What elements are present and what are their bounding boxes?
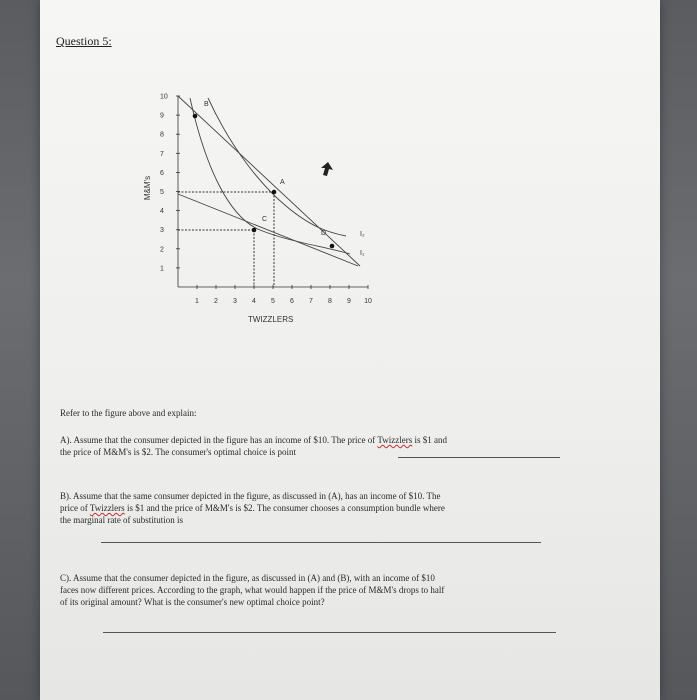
- point-b-label: B: [204, 101, 209, 108]
- cursor-arrow-icon: [321, 162, 333, 176]
- point-a-label: A: [280, 179, 285, 186]
- y-tick-label: 4: [160, 208, 164, 216]
- y-axis-ticks: [160, 94, 180, 273]
- part-a-line-1: A). Assume that the consumer depicted in the figure has an income of $10. The price of Twizzlers is $1 and: [60, 435, 447, 445]
- part-c-question: [60, 572, 560, 608]
- x-tick-label: 1: [195, 298, 199, 305]
- part-b-line-3: the marginal rate of substitution is: [60, 515, 184, 525]
- x-tick-label: 6: [290, 298, 294, 305]
- point-c-label: C: [262, 216, 268, 223]
- x-tick-label: 3: [233, 298, 237, 305]
- x-tick-label: 8: [328, 298, 332, 305]
- y-tick-label: 9: [160, 112, 164, 120]
- curve-label-i1: I₁: [360, 250, 365, 257]
- x-tick-label: 2: [214, 298, 218, 305]
- curve-label-i2: I₂: [360, 231, 365, 238]
- point-d: [330, 244, 335, 249]
- point-b: [193, 114, 198, 119]
- y-axis-title: M&M's: [143, 175, 152, 201]
- part-a-question: [60, 434, 560, 458]
- part-b-line-1: B). Assume that the same consumer depicted in the figure, as discussed in (A), has an income of $10. The: [60, 491, 441, 501]
- budget-line-1: [178, 96, 360, 266]
- y-tick-label: 6: [160, 169, 164, 177]
- y-tick-label: 2: [160, 246, 164, 254]
- part-c-line-3: of its original amount? What is the consumer's new optimal choice point?: [60, 597, 325, 607]
- part-c-line-2: faces now different prices. According to the graph, what would happen if the price of M&M's drops to half: [60, 585, 445, 595]
- x-tick-label: 5: [271, 298, 275, 305]
- budget-line-2: [178, 194, 358, 266]
- part-c-line-1: C). Assume that the consumer depicted in the figure, as discussed in (A) and (B), with an income of $10: [60, 573, 435, 583]
- y-tick-label: 7: [160, 150, 164, 158]
- x-tick-label: 9: [347, 298, 351, 305]
- x-axis-title: TWIZZLERS: [248, 315, 294, 324]
- y-tick-label: 5: [160, 189, 164, 196]
- y-tick-label: 8: [160, 131, 164, 139]
- part-b-question: [60, 490, 560, 526]
- part-b-line-2: price of Twizzlers is $1 and the price of M&M's is $2. The consumer chooses a consumption bundle where: [60, 503, 445, 513]
- part-c-answer-line[interactable]: [103, 632, 556, 633]
- x-axis-ticks: [195, 285, 372, 305]
- point-c: [252, 228, 257, 233]
- intro-text: Refer to the figure above and explain:: [60, 408, 197, 418]
- x-tick-label: 7: [309, 298, 313, 305]
- x-tick-label: 10: [364, 298, 372, 305]
- y-tick-label: 1: [160, 265, 164, 273]
- question-title: Question 5:: [56, 34, 112, 48]
- part-a-line-2: the price of M&M's is $2. The consumer's optimal choice is point: [60, 447, 297, 457]
- x-tick-label: 4: [252, 298, 256, 305]
- point-a: [272, 190, 277, 195]
- y-tick-label: 3: [160, 227, 164, 235]
- part-b-answer-line[interactable]: [101, 542, 541, 543]
- y-tick-label: 10: [160, 93, 168, 101]
- point-d-label: D: [321, 230, 327, 237]
- part-a-answer-line[interactable]: [398, 457, 560, 458]
